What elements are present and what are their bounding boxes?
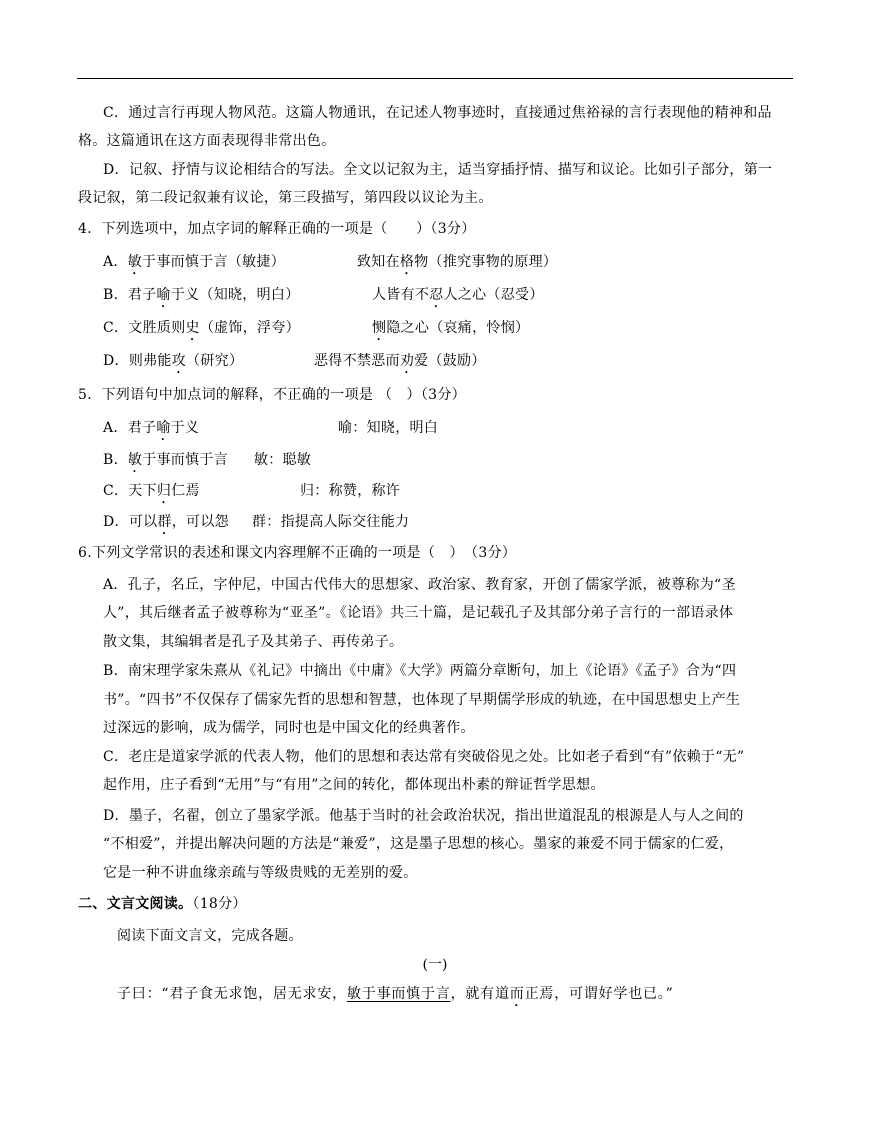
- q4-c2-dotted-char: 恻: [372, 320, 387, 336]
- q4-d2-dotted-char: 劝: [399, 353, 415, 369]
- q4-option-b: B．君子喻于义（知晓，明白）: [103, 287, 300, 303]
- q3-option-d-line2: 段记叙，第二段记叙兼有议论，第三段描写，第四段以议论为主。: [78, 190, 493, 206]
- q6-option-b-line3: 过深远的影响，成为儒学，同时也是中国文化的经典著作。: [103, 720, 475, 736]
- q6-option-a-line3: 散文集，其编辑者是孔子及其弟子、再传弟子。: [103, 634, 404, 650]
- q4-stem: 4．下列选项中，加点字词的解释正确的一项是（ ）（3分）: [78, 221, 476, 237]
- q5-option-c-explanation: 归：称赞，称许: [300, 483, 401, 499]
- q5-a-dotted-char: 喻: [156, 420, 171, 436]
- q3-option-c-line2: 格。这篇通讯在这方面表现得非常出色。: [78, 133, 336, 149]
- section2-score: （18分）: [192, 896, 247, 912]
- q4-c-dotted-char: 史: [185, 320, 200, 336]
- classical-quote: 子曰：“君子食无求饱，居无求安，敏于事而慎于言，就有道而正焉，可谓好学也已。”: [117, 986, 674, 1002]
- q5-option-b: B．敏于事而慎于言: [103, 452, 229, 468]
- q5-stem: 5．下列语句中加点词的解释，不正确的一项是 （ ）（3分）: [78, 387, 466, 403]
- section2-title: 二、文言文阅读。: [78, 896, 193, 912]
- q6-option-d-line1: D．墨子，名翟，创立了墨家学派。他基于当时的社会政治状况，指出世道混乱的根源是人与人之间的: [103, 808, 744, 824]
- header-rule: [77, 78, 793, 79]
- q6-option-b-line2: 书”。“四书”不仅保存了儒家先哲的思想和智慧，也体现了早期儒学形成的轨迹，在中国思想史上产生: [103, 692, 741, 708]
- q4-option-a-second: 致知在格物（推究事物的原理）: [357, 254, 558, 270]
- q6-option-c-line2: 起作用，庄子看到“无用”与“有用”之间的转化，都体现出朴素的辩证哲学思想。: [103, 777, 605, 793]
- q3-option-c-line1: C．通过言行再现人物风范。这篇人物通讯，在记述人物事迹时，直接通过焦裕禄的言行表现他的精神和品: [103, 105, 772, 121]
- q4-a2-dotted-char: 格: [399, 254, 415, 270]
- q5-option-a: A．君子喻于义: [103, 420, 200, 436]
- section2-heading: [78, 894, 247, 914]
- q6-option-d-line2: “不相爱”，并提出解决问题的方法是“兼爱”，这是墨子思想的核心。墨家的兼爱不同于儒家的仁爱，: [103, 836, 734, 852]
- q5-d-dotted-char: 群: [157, 514, 172, 530]
- q3-option-d-line1: D．记叙、抒情与议论相结合的写法。全文以记叙为主，适当穿插抒情、描写和议论。比如引子部分，第一: [103, 162, 773, 178]
- q4-b-dotted-char: 喻: [156, 287, 171, 303]
- q6-option-b-line1: B．南宋理学家朱熹从《礼记》中摘出《中庸》《大学》两篇分章断句，加上《论语》《孟子》合为“四: [103, 663, 737, 679]
- q5-option-d: D．可以群，可以怨: [103, 514, 229, 530]
- q6-stem: 6.下列文学常识的表述和课文内容理解不正确的一项是（ ） （3分）: [78, 545, 517, 561]
- q4-b2-dotted-char: 忍: [429, 287, 444, 303]
- q4-d-dotted-char: 攻: [171, 353, 187, 369]
- q5-option-a-explanation: 喻：知晓，明白: [338, 420, 439, 436]
- q4-option-c: C．文胜质则史（虚饰，浮夸）: [103, 320, 300, 336]
- q6-option-a-line1: A．孔子，名丘，字仲尼，中国古代伟大的思想家、政治家、教育家，开创了儒家学派，被尊称为“圣: [103, 577, 736, 593]
- q5-option-b-explanation: 敏：聪敏: [254, 452, 312, 468]
- section2-intro: 阅读下面文言文，完成各题。: [117, 928, 303, 944]
- quote-dotted-char: 而: [509, 986, 525, 1002]
- q5-c-dotted-char: 归: [156, 483, 172, 499]
- q4-option-d: D．则弗能攻（研究）: [103, 353, 244, 369]
- q5-option-c: C．天下归仁焉: [103, 483, 200, 499]
- q4-a-dotted-char: 敏: [127, 254, 143, 270]
- quote-underlined-phrase: 敏于事而慎于言: [346, 986, 451, 1002]
- q6-option-a-line2: 人”，其后继者孟子被尊称为“亚圣”。《论语》共三十篇，是记载孔子及其部分弟子言行的一部语录体: [103, 605, 734, 621]
- q6-option-c-line1: C．老庄是道家学派的代表人物，他们的思想和表达常有突破俗见之处。比如老子看到“有”依赖于“无”: [103, 749, 745, 765]
- q4-option-c-second: 恻隐之心（哀痛，怜悯）: [372, 320, 530, 336]
- q4-option-d-second: 恶得不禁恶而劝爱（鼓励）: [314, 353, 486, 369]
- q5-b-dotted-char: 敏: [127, 452, 143, 468]
- q5-option-d-explanation: 群：指提高人际交往能力: [252, 514, 410, 530]
- part-one-label: (一): [422, 957, 448, 973]
- q6-option-d-line3: 它是一种不讲血缘亲疏与等级贵贱的无差别的爱。: [103, 865, 418, 881]
- q4-option-a: A．敏于事而慎于言（敏捷）: [103, 254, 286, 270]
- q4-option-b-second: 人皆有不忍人之心（忍受）: [372, 287, 544, 303]
